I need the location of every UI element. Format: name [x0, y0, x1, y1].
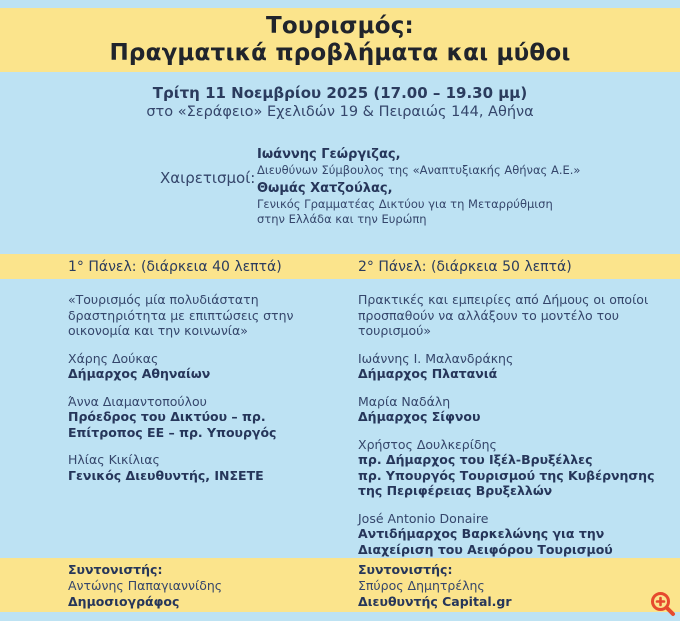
speaker-role: Δήμαρχος Σίφνου — [358, 409, 481, 424]
poster-title-line2: Πραγματικά προβλήματα και μύθοι — [109, 40, 571, 66]
speaker-block — [358, 511, 658, 558]
moderator-name: Αντώνης Παπαγιαννίδης — [68, 578, 223, 593]
speaker-name: Άννα Διαμαντοπούλου — [68, 393, 207, 409]
speaker-role: Δήμαρχος Αθηναίων — [68, 366, 211, 381]
panel2-content — [358, 292, 658, 557]
speaker-name: Χρήστος Δουλκερίδης — [358, 436, 497, 452]
speaker-role: Γενικός Γραμματέας Δικτύου για τη Μεταρρύθμιση — [257, 197, 553, 211]
speaker-role: Πρόεδρος του Δικτύου – πρ. — [68, 409, 266, 424]
panel-header-band — [0, 254, 680, 279]
speaker-role: στην Ελλάδα και την Ευρώπη — [257, 212, 427, 226]
poster-title-line1: Τουρισμός: — [266, 13, 414, 39]
panel1-header: 1° Πάνελ: (διάρκεια 40 λεπτά) — [68, 259, 282, 275]
speaker-name: Ηλίας Κικίλιας — [68, 452, 160, 467]
moderator-label: Συντονιστής: — [68, 562, 163, 577]
speaker-role: της Περιφέρειας Βρυξελλών — [358, 483, 553, 498]
moderator-name: Σπύρος Δημητρέλης — [358, 578, 485, 593]
speaker-name: Χάρης Δούκας — [68, 350, 159, 366]
greeting-speaker — [257, 146, 587, 178]
description-line: Πρακτικές και εμπειρίες από Δήμους οι οποίοι — [358, 292, 649, 307]
zoom-in-icon[interactable] — [649, 590, 676, 617]
speaker-name: José Antonio Donaire — [358, 510, 489, 526]
greeting-speaker — [257, 180, 587, 227]
event-location: στο «Σεράφειο» Εχελιδών 19 & Πειραιώς 144, Αθήνα — [146, 104, 534, 120]
speaker-block — [68, 452, 330, 483]
speaker-block — [68, 351, 330, 382]
description-line: δραστηριότητα με επιπτώσεις στην — [68, 307, 294, 323]
title-band — [0, 8, 680, 72]
speaker-block — [68, 394, 330, 441]
speaker-role: Αντιδήμαρχος Βαρκελώνης για την — [358, 526, 605, 541]
description-line: οικονομία και την κοινωνία» — [68, 323, 248, 338]
speaker-name: Μαρία Ναδάλη — [358, 393, 451, 409]
speaker-role: Διευθύνων Σύμβουλος της «Αναπτυξιακής Αθήνας Α.Ε.» — [257, 163, 581, 177]
panel2-description — [358, 292, 658, 339]
moderator-label: Συντονιστής: — [358, 562, 453, 577]
speaker-role: Γενικός Διευθυντής, ΙΝΣΕΤΕ — [68, 467, 264, 483]
greetings-speakers — [257, 146, 587, 229]
event-datetime-block — [0, 84, 680, 122]
greetings-label: Χαιρετισμοί: — [160, 169, 256, 187]
speaker-block — [358, 394, 658, 425]
description-line: «Τουρισμός μία πολυδιάστατη — [68, 292, 259, 307]
panel2-moderator — [358, 562, 512, 610]
speaker-name: Ιωάννης Ι. Μαλανδράκης — [358, 350, 514, 366]
speaker-name: Θωμάς Χατζούλας, — [257, 181, 393, 196]
speaker-block — [358, 437, 658, 499]
panel1-description — [68, 292, 330, 339]
speaker-role: Διαχείριση του Αειφόρου Τουρισμού — [358, 541, 613, 557]
speaker-role: Επίτροπος ΕΕ – πρ. Υπουργός — [68, 424, 277, 440]
panel1-moderator — [68, 562, 222, 610]
event-datetime: Τρίτη 11 Νοεμβρίου 2025 (17.00 – 19.30 μμ) — [152, 84, 528, 102]
moderator-band — [0, 558, 680, 612]
description-line: τουρισμού» — [358, 323, 431, 338]
speaker-name: Ιωάννης Γεώργιζας, — [257, 147, 401, 162]
panel2-header: 2° Πάνελ: (διάρκεια 50 λεπτά) — [358, 259, 572, 275]
moderator-role: Διευθυντής Capital.gr — [358, 594, 512, 609]
speaker-role: Δήμαρχος Πλατανιά — [358, 366, 498, 381]
speaker-role: πρ. Υπουργός Τουρισμού της Κυβέρνησης — [358, 467, 655, 483]
description-line: προσπαθούν να αλλάξουν το μοντέλο του — [358, 307, 619, 323]
panel1-content — [68, 292, 330, 483]
moderator-role: Δημοσιογράφος — [68, 594, 180, 609]
speaker-role: πρ. Δήμαρχος του Ιξέλ-Βρυξέλλες — [358, 452, 593, 467]
speaker-block — [358, 351, 658, 382]
